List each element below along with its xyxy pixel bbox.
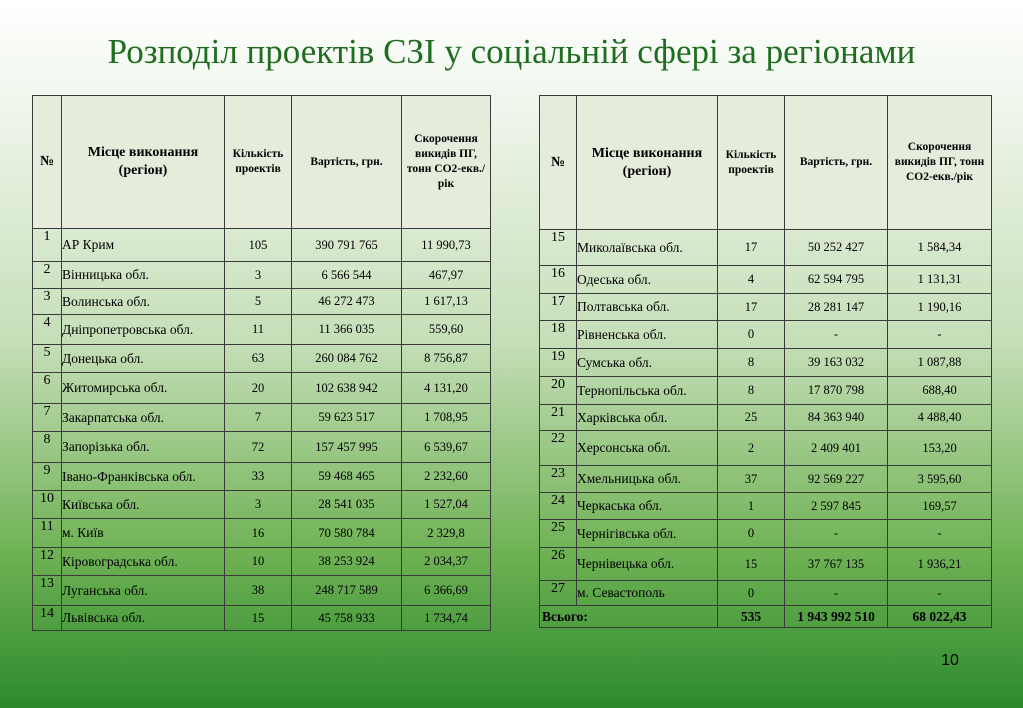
project-count: 16 bbox=[225, 519, 292, 548]
project-cost: - bbox=[785, 321, 888, 349]
row-number: 21 bbox=[540, 405, 577, 431]
project-cost: 2 409 401 bbox=[785, 431, 888, 466]
emission-reduction: 6 366,69 bbox=[402, 576, 491, 606]
project-count: 25 bbox=[718, 405, 785, 431]
row-number: 22 bbox=[540, 431, 577, 466]
table-row bbox=[33, 606, 491, 631]
row-number: 13 bbox=[33, 576, 62, 606]
project-count: 8 bbox=[718, 377, 785, 405]
row-number: 2 bbox=[33, 262, 62, 289]
table-row bbox=[540, 321, 992, 349]
project-cost: 70 580 784 bbox=[292, 519, 402, 548]
region-name: Київська обл. bbox=[62, 491, 225, 519]
project-count: 15 bbox=[225, 606, 292, 631]
table-row bbox=[540, 377, 992, 405]
row-number: 16 bbox=[540, 266, 577, 294]
row-number: 17 bbox=[540, 294, 577, 321]
table-row bbox=[540, 548, 992, 581]
header-count: Кількість проектів bbox=[225, 96, 292, 229]
emission-reduction: 1 708,95 bbox=[402, 404, 491, 432]
project-cost: 28 541 035 bbox=[292, 491, 402, 519]
project-count: 0 bbox=[718, 581, 785, 606]
left-regions-table bbox=[32, 95, 491, 631]
region-name: Чернігівська обл. bbox=[577, 520, 718, 548]
row-number: 5 bbox=[33, 345, 62, 373]
total-count: 535 bbox=[718, 606, 785, 628]
table-row bbox=[33, 373, 491, 404]
emission-reduction: - bbox=[888, 520, 992, 548]
project-cost: 39 163 032 bbox=[785, 349, 888, 377]
emission-reduction: 4 488,40 bbox=[888, 405, 992, 431]
emission-reduction: 688,40 bbox=[888, 377, 992, 405]
project-count: 3 bbox=[225, 262, 292, 289]
region-name: Миколаївська обл. bbox=[577, 230, 718, 266]
emission-reduction: 1 936,21 bbox=[888, 548, 992, 581]
region-name: Закарпатська обл. bbox=[62, 404, 225, 432]
table-row bbox=[540, 230, 992, 266]
table-row bbox=[33, 404, 491, 432]
header-row bbox=[540, 96, 992, 230]
table-row bbox=[33, 262, 491, 289]
project-cost: 17 870 798 bbox=[785, 377, 888, 405]
project-count: 20 bbox=[225, 373, 292, 404]
project-count: 0 bbox=[718, 321, 785, 349]
project-count: 38 bbox=[225, 576, 292, 606]
region-name: Луганська обл. bbox=[62, 576, 225, 606]
project-count: 4 bbox=[718, 266, 785, 294]
project-cost: 62 594 795 bbox=[785, 266, 888, 294]
table-row bbox=[33, 548, 491, 576]
project-cost: 248 717 589 bbox=[292, 576, 402, 606]
project-cost: 102 638 942 bbox=[292, 373, 402, 404]
project-cost: 11 366 035 bbox=[292, 315, 402, 345]
row-number: 24 bbox=[540, 493, 577, 520]
region-name: Херсонська обл. bbox=[577, 431, 718, 466]
row-number: 10 bbox=[33, 491, 62, 519]
table-row bbox=[33, 345, 491, 373]
row-number: 8 bbox=[33, 432, 62, 463]
project-cost: 50 252 427 bbox=[785, 230, 888, 266]
row-number: 20 bbox=[540, 377, 577, 405]
header-cost: Вартість, грн. bbox=[292, 96, 402, 229]
header-cost: Вартість, грн. bbox=[785, 96, 888, 230]
region-name: Запорізька обл. bbox=[62, 432, 225, 463]
emission-reduction: 153,20 bbox=[888, 431, 992, 466]
emission-reduction: 1 087,88 bbox=[888, 349, 992, 377]
project-cost: 38 253 924 bbox=[292, 548, 402, 576]
region-name: Черкаська обл. bbox=[577, 493, 718, 520]
row-number: 4 bbox=[33, 315, 62, 345]
project-count: 8 bbox=[718, 349, 785, 377]
region-name: Львівська обл. bbox=[62, 606, 225, 631]
emission-reduction: 1 131,31 bbox=[888, 266, 992, 294]
project-count: 72 bbox=[225, 432, 292, 463]
emission-reduction: 2 232,60 bbox=[402, 463, 491, 491]
row-number: 18 bbox=[540, 321, 577, 349]
project-count: 0 bbox=[718, 520, 785, 548]
project-count: 10 bbox=[225, 548, 292, 576]
emission-reduction: 2 329,8 bbox=[402, 519, 491, 548]
emission-reduction: 1 190,16 bbox=[888, 294, 992, 321]
total-label: Всього: bbox=[540, 606, 718, 628]
project-cost: - bbox=[785, 520, 888, 548]
row-number: 23 bbox=[540, 466, 577, 493]
table-row bbox=[33, 491, 491, 519]
header-reduction: Скорочення викидів ПГ, тонн СО2-екв./рік bbox=[888, 96, 992, 230]
project-cost: - bbox=[785, 581, 888, 606]
project-count: 17 bbox=[718, 294, 785, 321]
table-row bbox=[540, 349, 992, 377]
project-count: 17 bbox=[718, 230, 785, 266]
project-count: 15 bbox=[718, 548, 785, 581]
region-name: Дніпропетровська обл. bbox=[62, 315, 225, 345]
table-row bbox=[33, 432, 491, 463]
project-cost: 28 281 147 bbox=[785, 294, 888, 321]
emission-reduction: 1 527,04 bbox=[402, 491, 491, 519]
project-cost: 84 363 940 bbox=[785, 405, 888, 431]
project-cost: 2 597 845 bbox=[785, 493, 888, 520]
table-row bbox=[540, 431, 992, 466]
emission-reduction: 1 734,74 bbox=[402, 606, 491, 631]
region-name: Кіровоградська обл. bbox=[62, 548, 225, 576]
header-reduction: Скорочення викидів ПГ, тонн СО2-екв./рік bbox=[402, 96, 491, 229]
emission-reduction: 169,57 bbox=[888, 493, 992, 520]
project-count: 1 bbox=[718, 493, 785, 520]
emission-reduction: 6 539,67 bbox=[402, 432, 491, 463]
project-count: 33 bbox=[225, 463, 292, 491]
row-number: 11 bbox=[33, 519, 62, 548]
row-number: 7 bbox=[33, 404, 62, 432]
region-name: Рівненська обл. bbox=[577, 321, 718, 349]
header-place: Місце виконання (регіон) bbox=[62, 96, 225, 229]
project-cost: 390 791 765 bbox=[292, 229, 402, 262]
row-number: 19 bbox=[540, 349, 577, 377]
table-row bbox=[540, 266, 992, 294]
emission-reduction: 467,97 bbox=[402, 262, 491, 289]
project-cost: 46 272 473 bbox=[292, 289, 402, 315]
table-row bbox=[33, 519, 491, 548]
table-row bbox=[33, 229, 491, 262]
emission-reduction: 3 595,60 bbox=[888, 466, 992, 493]
emission-reduction: 11 990,73 bbox=[402, 229, 491, 262]
table-row bbox=[33, 576, 491, 606]
row-number: 14 bbox=[33, 606, 62, 631]
header-num: № bbox=[540, 96, 577, 230]
project-count: 3 bbox=[225, 491, 292, 519]
row-number: 25 bbox=[540, 520, 577, 548]
header-num: № bbox=[33, 96, 62, 229]
region-name: Івано-Франківська обл. bbox=[62, 463, 225, 491]
emission-reduction: 559,60 bbox=[402, 315, 491, 345]
emission-reduction: 4 131,20 bbox=[402, 373, 491, 404]
row-number: 26 bbox=[540, 548, 577, 581]
page-number: 10 bbox=[941, 652, 959, 669]
header-count: Кількість проектів bbox=[718, 96, 785, 230]
row-number: 27 bbox=[540, 581, 577, 606]
region-name: Одеська обл. bbox=[577, 266, 718, 294]
total-cost: 1 943 992 510 bbox=[785, 606, 888, 628]
emission-reduction: 2 034,37 bbox=[402, 548, 491, 576]
region-name: м. Севастополь bbox=[577, 581, 718, 606]
region-name: Сумська обл. bbox=[577, 349, 718, 377]
region-name: Полтавська обл. bbox=[577, 294, 718, 321]
project-cost: 157 457 995 bbox=[292, 432, 402, 463]
project-count: 63 bbox=[225, 345, 292, 373]
row-number: 1 bbox=[33, 229, 62, 262]
project-cost: 45 758 933 bbox=[292, 606, 402, 631]
project-cost: 59 623 517 bbox=[292, 404, 402, 432]
right-regions-table bbox=[539, 95, 992, 628]
region-name: Харківська обл. bbox=[577, 405, 718, 431]
row-number: 9 bbox=[33, 463, 62, 491]
region-name: Вінницька обл. bbox=[62, 262, 225, 289]
project-cost: 59 468 465 bbox=[292, 463, 402, 491]
table-row bbox=[540, 493, 992, 520]
table-row bbox=[540, 581, 992, 606]
region-name: Чернівецька обл. bbox=[577, 548, 718, 581]
table-row bbox=[33, 315, 491, 345]
region-name: Донецька обл. bbox=[62, 345, 225, 373]
project-cost: 37 767 135 bbox=[785, 548, 888, 581]
header-row bbox=[33, 96, 491, 229]
row-number: 12 bbox=[33, 548, 62, 576]
row-number: 6 bbox=[33, 373, 62, 404]
project-count: 105 bbox=[225, 229, 292, 262]
region-name: Тернопільська обл. bbox=[577, 377, 718, 405]
emission-reduction: - bbox=[888, 581, 992, 606]
table-row bbox=[540, 405, 992, 431]
table-row bbox=[33, 463, 491, 491]
region-name: АР Крим bbox=[62, 229, 225, 262]
project-count: 37 bbox=[718, 466, 785, 493]
row-number: 3 bbox=[33, 289, 62, 315]
region-name: Волинська обл. bbox=[62, 289, 225, 315]
table-row bbox=[540, 466, 992, 493]
region-name: Житомирська обл. bbox=[62, 373, 225, 404]
project-cost: 6 566 544 bbox=[292, 262, 402, 289]
table-row bbox=[33, 289, 491, 315]
slide-title: Розподіл проектів СЗІ у соціальній сфері за регіонами bbox=[107, 32, 916, 71]
total-row bbox=[540, 606, 992, 628]
project-count: 7 bbox=[225, 404, 292, 432]
emission-reduction: 1 617,13 bbox=[402, 289, 491, 315]
project-cost: 92 569 227 bbox=[785, 466, 888, 493]
row-number: 15 bbox=[540, 230, 577, 266]
table-row bbox=[540, 520, 992, 548]
emission-reduction: 8 756,87 bbox=[402, 345, 491, 373]
region-name: Хмельницька обл. bbox=[577, 466, 718, 493]
project-count: 5 bbox=[225, 289, 292, 315]
header-place: Місце виконання (регіон) bbox=[577, 96, 718, 230]
emission-reduction: 1 584,34 bbox=[888, 230, 992, 266]
emission-reduction: - bbox=[888, 321, 992, 349]
project-cost: 260 084 762 bbox=[292, 345, 402, 373]
project-count: 11 bbox=[225, 315, 292, 345]
region-name: м. Київ bbox=[62, 519, 225, 548]
total-reduction: 68 022,43 bbox=[888, 606, 992, 628]
table-row bbox=[540, 294, 992, 321]
project-count: 2 bbox=[718, 431, 785, 466]
